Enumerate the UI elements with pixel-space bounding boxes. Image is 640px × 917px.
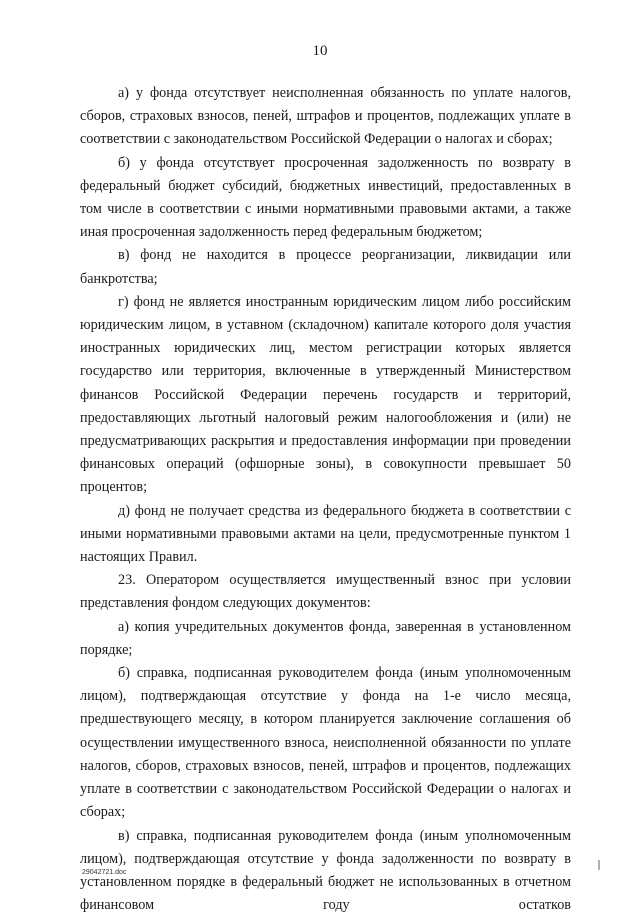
paragraph-22a: а) у фонда отсутствует неисполненная обязанность по уплате налогов, сборов, страховых взносов, пеней, штрафов и процентов, подлежащих уплате в соответствии с законодательством Российской Федерации о налогах и сборах; [80,82,571,152]
paragraph-23a: а) копия учредительных документов фонда, заверенная в установленном порядке; [80,616,571,662]
footer-file-name: 29042721.doc [82,869,126,876]
paragraph-23b: б) справка, подписанная руководителем фонда (иным уполномоченным лицом), подтверждающая отсутствие у фонда на 1-е число месяца, предшествующего месяцу, в котором планируется заключение соглашения об осуществлении имущественного взноса, неисполненной обязанности по уплате налогов, сборов, страховых взносов, пеней, штрафов и процентов, подлежащих уплате в соответствии с законодательством Российской Федерации о налогах и сборах; [80,662,571,824]
paragraph-23v: в) справка, подписанная руководителем фонда (иным уполномоченным лицом), подтверждающая отсутствие у фонда задолженности по возврату в установленном порядке в федеральный бюджет не использованных в отчетном финансовом году остатков [80,825,571,917]
paragraph-22b: б) у фонда отсутствует просроченная задолженность по возврату в федеральный бюджет субсидий, бюджетных инвестиций, предоставленных в том числе в соответствии с иными нормативными правовыми актами, а также иная просроченная задолженность перед федеральным бюджетом; [80,152,571,245]
margin-mark [598,860,600,870]
paragraph-22g: г) фонд не является иностранным юридическим лицом либо российским юридическим лицом, в уставном (складочном) капитале которого доля участия иностранных юридических лиц, местом регистрации которых является государство или территория, включенные в утвержденный Министерством финансов Российской Федерации перечень государств и территорий, предоставляющих льготный налоговый режим налогообложения и (или) не предусматривающих раскрытия и предоставления информации при проведении финансовых операций (офшорные зоны), в совокупности превышает 50 процентов; [80,291,571,500]
paragraph-23: 23. Оператором осуществляется имущественный взнос при условии представления фондом следующих документов: [80,569,571,615]
paragraph-22v: в) фонд не находится в процессе реорганизации, ликвидации или банкротства; [80,244,571,290]
document-body [80,82,571,917]
page-number: 10 [0,43,640,60]
paragraph-22d: д) фонд не получает средства из федерального бюджета в соответствии с иными нормативными правовыми актами на цели, предусмотренные пунктом 1 настоящих Правил. [80,500,571,570]
